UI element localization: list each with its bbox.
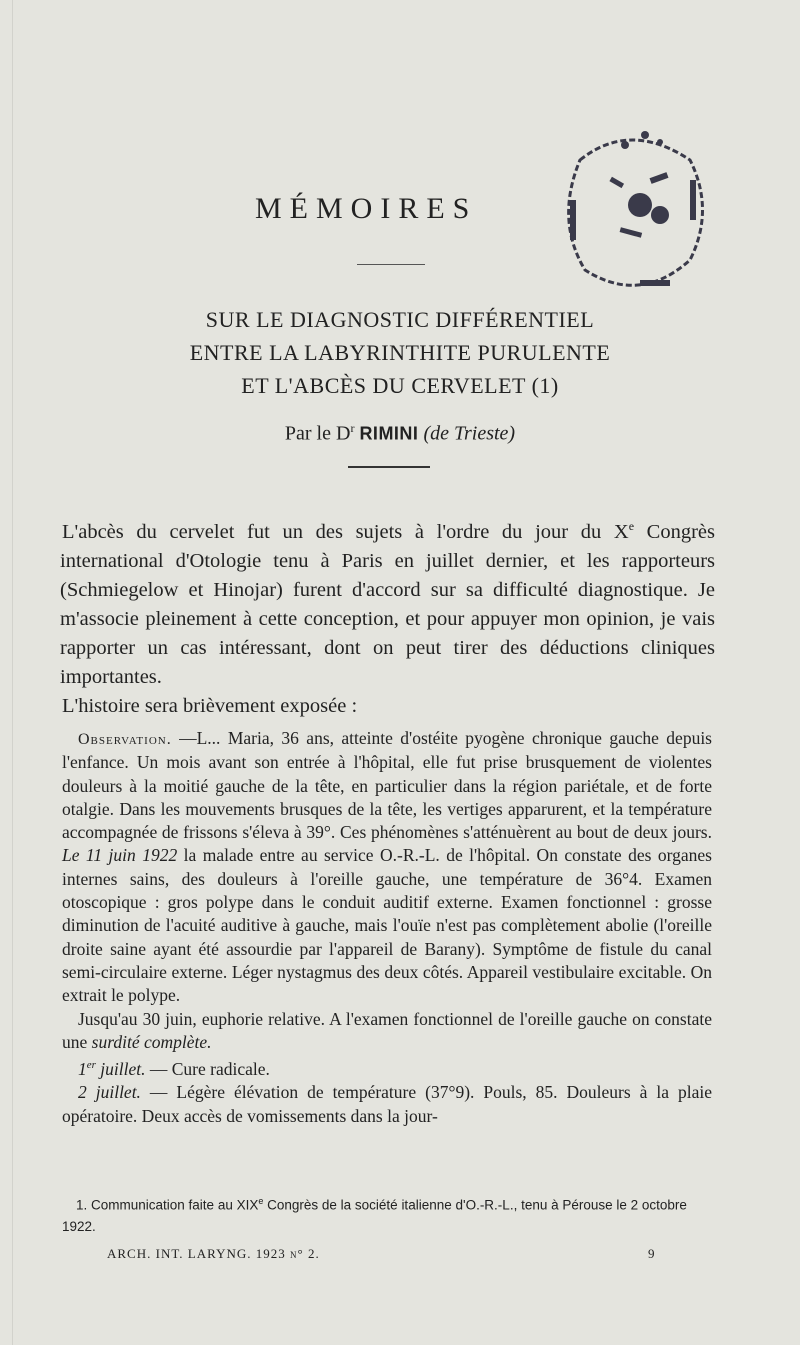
byline bbox=[0, 421, 800, 446]
observation-p3-date-b: juillet. bbox=[95, 1058, 146, 1079]
footnote-sup: e bbox=[258, 1196, 264, 1206]
page-number: 9 bbox=[648, 1246, 655, 1261]
observation-p1-a: —L... Maria, 36 ans, atteinte d'ostéite pyogène chronique gauche depuis l'enfance. Un mois avant son entrée à l'hôpital, elle fut prise brusquement de violentes douleurs à la moitié gauche de la tête, en particulier dans la région pariétale, et de forte otalgie. Dans les mouvements brusques de la tête, les vertiges apparurent, et la température accompagnée de frissons s'éleva à 39°. Ces phénomènes s'atténuèrent au bout de deux jours. bbox=[62, 728, 712, 843]
subtitle-line-1: SUR LE DIAGNOSTIC DIFFÉRENTIEL bbox=[205, 307, 595, 332]
footnote-a: 1. Communication faite au XIX bbox=[76, 1197, 259, 1213]
footnote-b: Congrès de la société italienne d'O.-R.-L., tenu à Pérouse le 2 octobre 1922. bbox=[62, 1197, 687, 1234]
observation-paragraph-2 bbox=[62, 1008, 712, 1055]
observation-text bbox=[62, 727, 712, 1128]
author-affiliation: (de Trieste) bbox=[423, 422, 516, 445]
observation-p3-b: — Cure radicale. bbox=[145, 1058, 270, 1079]
title-divider bbox=[357, 264, 425, 265]
observation-p1-date: Le 11 juin 1922 bbox=[62, 845, 178, 866]
subtitle-line-2: ENTRE LA LABYRINTHITE PURULENTE bbox=[189, 340, 611, 365]
observation-p3-sup: er bbox=[86, 1059, 96, 1072]
intro-text bbox=[60, 512, 715, 721]
byline-prefix: Par le D bbox=[284, 422, 351, 445]
footnote-text bbox=[62, 1191, 712, 1237]
observation-p4-date: 2 juillet. bbox=[78, 1082, 141, 1103]
observation-paragraph-4 bbox=[62, 1081, 712, 1128]
observation-paragraph-3 bbox=[62, 1054, 712, 1081]
observation-p2-a: Jusqu'au 30 juin, euphorie relative. A l'examen fonctionnel de l'oreille gauche on constate une bbox=[62, 1008, 712, 1052]
journal-citation: ARCH. INT. LARYNG. 1923 n° 2. bbox=[107, 1246, 320, 1261]
byline-divider bbox=[348, 466, 430, 468]
observation-paragraph-1 bbox=[62, 727, 712, 1008]
library-stamp-icon bbox=[550, 120, 710, 300]
observation-p2-italic: surdité complète. bbox=[91, 1031, 212, 1052]
author-name: RIMINI bbox=[359, 423, 419, 444]
intro-p1-sup: e bbox=[628, 519, 635, 533]
subtitle-line-3: ET L'ABCÈS DU CERVELET (1) bbox=[241, 373, 559, 398]
running-footer bbox=[107, 1246, 655, 1262]
intro-paragraph-2: L'histoire sera brièvement exposée : bbox=[62, 694, 358, 717]
observation-p4-b: — Légère élévation de température (37°9). Pouls, 85. Douleurs à la plaie opératoire. Deux accès de vomissements dans la jour- bbox=[62, 1082, 713, 1126]
intro-paragraph-1 bbox=[60, 512, 715, 692]
page-edge-divider bbox=[12, 0, 13, 1345]
intro-p1-b: Congrès international d'Otologie tenu à Paris en juillet dernier, et les rapporteurs (Schmiegelow et Hinojar) furent d'accord sur sa difficulté diagnostique. Je m'associe pleinement à cette conception, et pour appuyer mon opinion, je vais rapporter un cas intéressant, dont on peut tirer des déductions cliniques importantes. bbox=[60, 520, 716, 688]
observation-p3-date: 1 bbox=[78, 1058, 87, 1079]
byline-sup: r bbox=[350, 421, 355, 435]
intro-p1-a: L'abcès du cervelet fut un des sujets à l'ordre du jour du X bbox=[62, 520, 629, 543]
observation-label: Observation. bbox=[78, 731, 172, 748]
page-title: MÉMOIRES bbox=[255, 192, 478, 225]
footnote bbox=[62, 1191, 712, 1237]
observation-p1-b: la malade entre au service O.-R.-L. de l'hôpital. On constate des organes internes sains, des douleurs à l'oreille gauche, une température de 36°4. Examen otoscopique : gros polype dans le conduit auditif externe. Examen fonctionnel : grosse diminution de l'acuité auditive à gauche, mais l'ouïe n'est pas complètement abolie (l'oreille droite saine ayant été assourdie par l'appareil de Barany). Symptôme de fistule du canal semi-circulaire externe. Léger nystagmus des deux côtés. Appareil vestibulaire excitable. On extrait le polype. bbox=[62, 845, 712, 1006]
